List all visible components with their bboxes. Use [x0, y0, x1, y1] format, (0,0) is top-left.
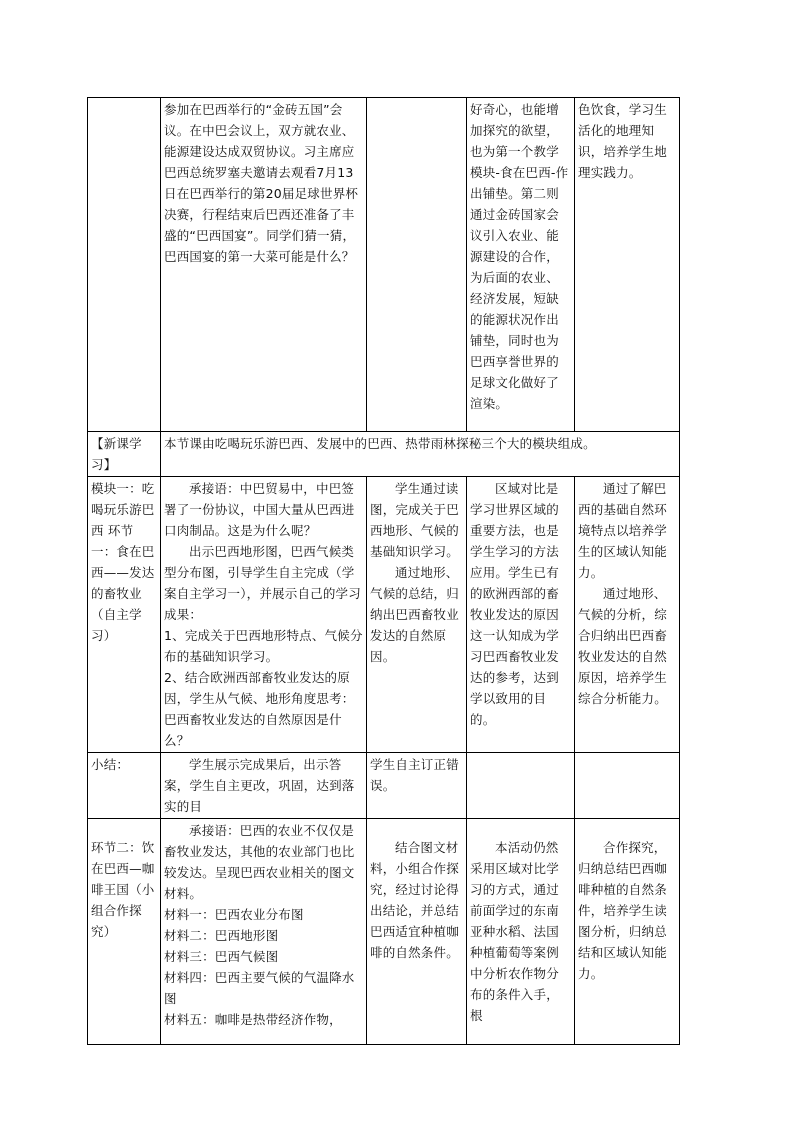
table-cell	[88, 98, 161, 432]
table-cell	[161, 819, 367, 1045]
table-cell: 小结：	[88, 753, 161, 819]
paragraph: 区域对比是学习世界区域的重要方法，也是学生学习的方法应用。学生已有的欧洲西部的畜牧业发达的原因这一认知成为学习巴西畜牧业发达的参考，达到学以致用的目的。	[470, 481, 559, 727]
table-cell: 学生自主订正错误。	[367, 753, 467, 819]
paragraph: 材料四：巴西主要气候的气温降水图	[164, 970, 355, 1006]
paragraph: 材料一：巴西农业分布图	[164, 907, 304, 922]
table-cell	[575, 753, 680, 819]
table-cell	[575, 819, 680, 1045]
table-cell: 环节二：饮在巴西—咖啡王国（小组合作探究）	[88, 819, 161, 1045]
table-cell: 好奇心，也能增加探究的欲望，也为第一个教学模块-食在巴西-作出铺垫。第二则通过金砖国家会议引入农业、能源建设的合作，为后面的农业、经济发展，短缺的能源状况作出铺垫，同时也为巴西享誉世界的足球文化做好了渲染。	[467, 98, 575, 432]
paragraph: 承接语：巴西的农业不仅仅是畜牧业发达，其他的农业部门也比较发达。呈现巴西农业相关的图文材料。	[164, 823, 355, 901]
table-cell	[467, 753, 575, 819]
table-row	[88, 98, 680, 432]
table-cell	[367, 819, 467, 1045]
table-cell	[161, 753, 367, 819]
paragraph: 1、完成关于巴西地形特点、气候分布的基础知识学习。	[164, 628, 363, 664]
table-row	[88, 753, 680, 819]
paragraph: 通过地形、气候的分析，综合归纳出巴西畜牧业发达的自然原因，培养学生综合分析能力。	[578, 586, 667, 706]
paragraph: 材料三：巴西气候图	[164, 949, 279, 964]
paragraph: 通过了解巴西的基础自然环境特点以培养学生的区域认知能力。	[578, 481, 667, 580]
paragraph: 通过地形、气候的总结，归纳出巴西畜牧业发达的自然原因。	[370, 565, 459, 664]
table-cell	[367, 477, 467, 753]
table-cell	[367, 98, 467, 432]
table-cell: 色饮食，学习生活化的地理知识，培养学生地理实践力。	[575, 98, 680, 432]
table-row	[88, 432, 680, 477]
paragraph: 材料二：巴西地形图	[164, 928, 279, 943]
table-cell	[467, 477, 575, 753]
paragraph: 合作探究，归纳总结巴西咖啡种植的自然条件，培养学生读图分析，归纳总结和区域认知能力。	[578, 840, 667, 981]
table-row	[88, 477, 680, 753]
table-cell: 模块一：吃喝玩乐游巴西 环节一：食在巴西——发达的畜牧业（自主学习）	[88, 477, 161, 753]
paragraph: 2、结合欧洲西部畜牧业发达的原因，学生从气候、地形角度思考：巴西畜牧业发达的自然原因是什么？	[164, 670, 355, 748]
paragraph: 本活动仍然采用区域对比学习的方式，通过前面学过的东南亚种水稻、法国种植葡萄等案例中分析农作物分布的条件入手，根	[470, 840, 559, 1023]
paragraph: 材料五：咖啡是热带经济作物，	[164, 1012, 342, 1027]
paragraph: 学生展示完成果后，出示答案，学生自主更改，巩固，达到落实的目	[164, 757, 355, 814]
paragraph: 结合图文材料，小组合作探究，经过讨论得出结论，并总结巴西适宜种植咖啡的自然条件。	[370, 840, 459, 960]
lesson-plan-table	[87, 97, 680, 1045]
paragraph: 学生通过读图，完成关于巴西地形、气候的基础知识学习。	[370, 481, 459, 559]
section-label: 【新课学习】	[88, 432, 161, 477]
section-summary: 本节课由吃喝玩乐游巴西、发展中的巴西、热带雨林探秘三个大的模块组成。	[161, 432, 680, 477]
table-row	[88, 819, 680, 1045]
table-cell	[467, 819, 575, 1045]
table-cell	[161, 477, 367, 753]
table-cell: 参加在巴西举行的“金砖五国”会议。在中巴会议上，双方就农业、能源建设达成双贸协议。习主席应巴西总统罗塞夫邀请去观看7月13日在巴西举行的第20届足球世界杯决赛，行程结束后巴西还准备了丰盛的“巴西国宴”。同学们猜一猜，巴西国宴的第一大菜可能是什么？	[161, 98, 367, 432]
table-cell	[575, 477, 680, 753]
paragraph: 承接语：中巴贸易中，中巴签署了一份协议，中国大量从巴西进口肉制品。这是为什么呢？	[164, 481, 355, 538]
paragraph: 出示巴西地形图，巴西气候类型分布图，引导学生自主完成（学案自主学习一），并展示自己的学习成果：	[164, 544, 361, 622]
